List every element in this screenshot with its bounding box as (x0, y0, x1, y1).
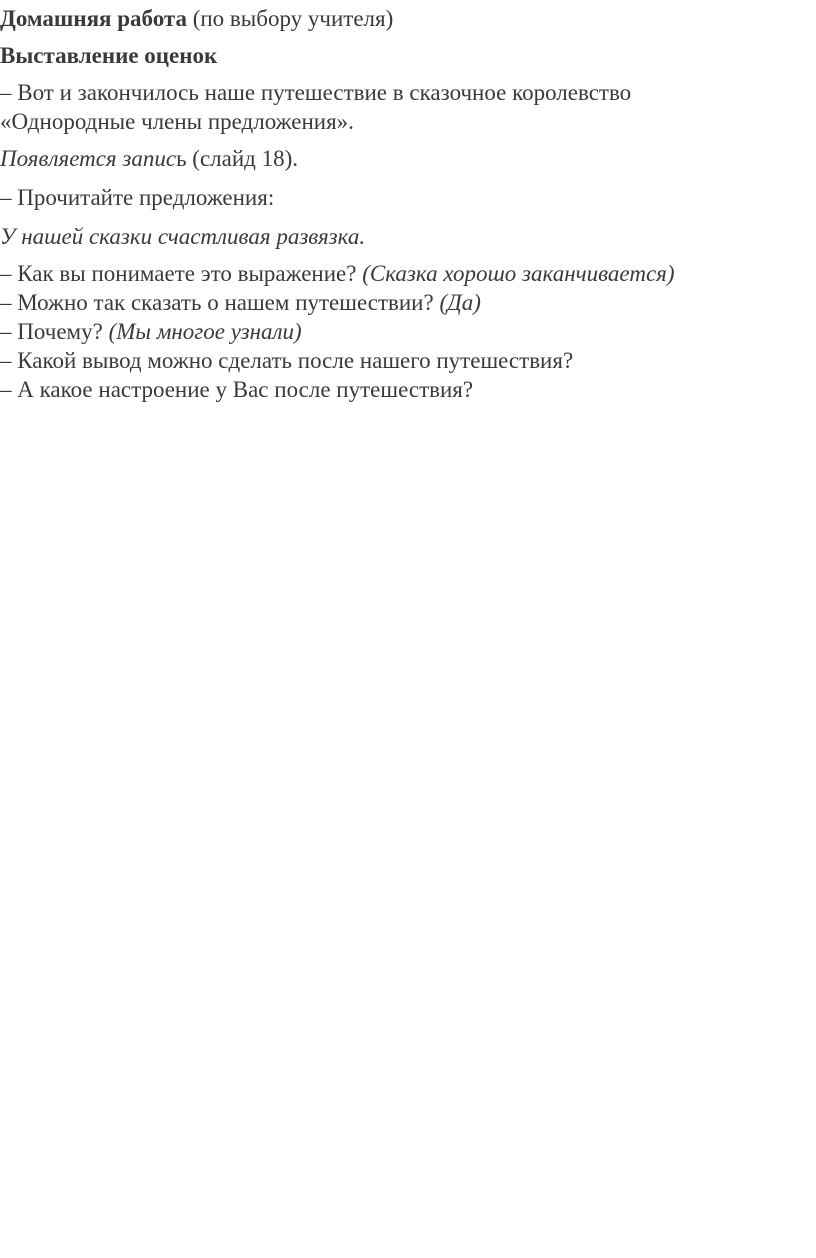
dialog-question: – Какой вывод можно сделать после нашего путешествия? (0, 348, 574, 373)
dialog-question: – Можно так сказать о нашем путешествии? (0, 290, 440, 315)
dialog-line (0, 317, 302, 346)
dialog-line (0, 375, 473, 404)
grading-title: Выставление оценок (0, 43, 218, 68)
dialog-line (0, 259, 675, 288)
dialog-answer: (Да) (439, 290, 481, 315)
slide-appears: Появляется запис (0, 146, 177, 171)
homework-title: Домашняя работа (0, 6, 187, 31)
dialog-question: – Как вы понимаете это выражение? (0, 261, 363, 286)
intro-line-1: – Вот и закончилось наше путешествие в сказочное королевство (0, 80, 632, 105)
dialog-line (0, 346, 573, 375)
intro-line-2: «Однородные члены предложения». (0, 109, 354, 134)
dialog-line (0, 288, 481, 317)
slide-line (0, 144, 298, 173)
example-sentence: У нашей сказки счастливая развязка. (0, 224, 366, 249)
homework-line (0, 4, 393, 33)
read-instruction: – Прочитайте предложения: (0, 185, 275, 210)
dialog-answer: (Мы многое узнали) (108, 319, 302, 344)
dialog-question: – Почему? (0, 319, 109, 344)
slide-rest: ь (слайд 18). (176, 146, 299, 171)
dialog-question: – А какое настроение у Вас после путешествия? (0, 377, 474, 402)
homework-note: (по выбору учителя) (186, 6, 394, 31)
dialog-answer: (Сказка хорошо заканчивается) (362, 261, 675, 286)
